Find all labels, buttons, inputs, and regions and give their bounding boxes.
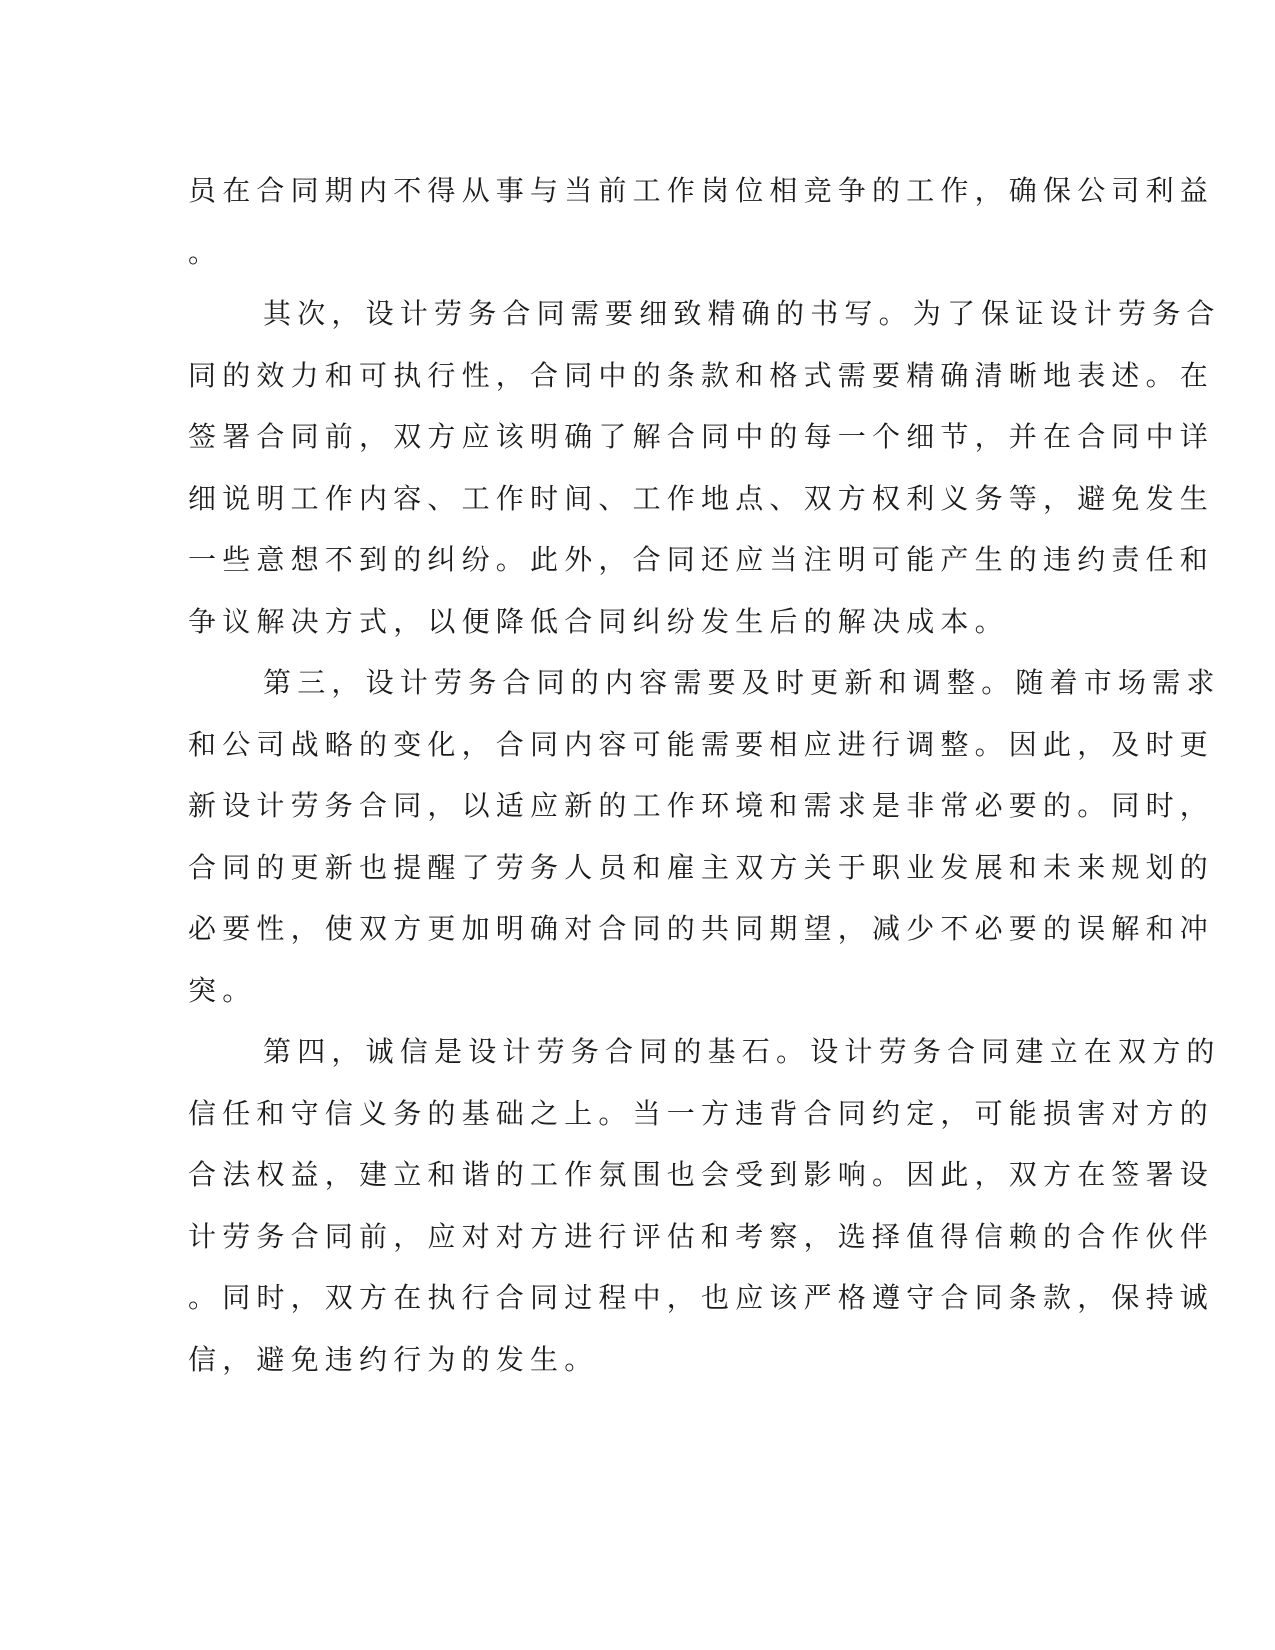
text-line: 必要性，使双方更加明确对合同的共同期望，减少不必要的误解和冲: [188, 912, 1215, 945]
paragraph-first-line: 其次，设计劳务合同需要细致精确的书写。为了保证设计劳务合: [263, 297, 1221, 330]
text-line: 合法权益，建立和谐的工作氛围也会受到影响。因此，双方在签署设: [188, 1158, 1215, 1191]
text-line: 员在合同期内不得从事与当前工作岗位相竞争的工作，确保公司利益: [188, 174, 1215, 207]
text-line: 信，避免违约行为的发生。: [188, 1342, 599, 1376]
text-line: 同的效力和可执行性，合同中的条款和格式需要精确清晰地表述。在: [188, 358, 1215, 392]
text-line: 一些意想不到的纠纷。此外，合同还应当注明可能产生的违约责任和: [188, 543, 1215, 576]
text-line: 签署合同前，双方应该明确了解合同中的每一个细节，并在合同中详: [188, 420, 1215, 453]
paragraph-first-line: 第四，诚信是设计劳务合同的基石。设计劳务合同建立在双方的: [263, 1035, 1221, 1068]
paragraph-first-line: 第三，设计劳务合同的内容需要及时更新和调整。随着市场需求: [263, 666, 1221, 699]
text-line: 细说明工作内容、工作时间、工作地点、双方权利义务等，避免发生: [188, 481, 1215, 515]
body-text: [188, 160, 1221, 1390]
text-line: 计劳务合同前，应对对方进行评估和考察，选择值得信赖的合作伙伴: [188, 1219, 1215, 1253]
text-line: 和公司战略的变化，合同内容可能需要相应进行调整。因此，及时更: [188, 727, 1215, 761]
text-line: 。同时，双方在执行合同过程中，也应该严格遵守合同条款，保持诚: [188, 1281, 1215, 1314]
text-line: 突。: [188, 973, 257, 1007]
text-line: 合同的更新也提醒了劳务人员和雇主双方关于职业发展和未来规划的: [188, 850, 1215, 884]
text-line: 。: [188, 235, 223, 269]
text-line: 信任和守信义务的基础之上。当一方违背合同约定，可能损害对方的: [188, 1096, 1215, 1130]
text-line: 争议解决方式，以便降低合同纠纷发生后的解决成本。: [188, 604, 1009, 638]
text-line: 新设计劳务合同，以适应新的工作环境和需求是非常必要的。同时，: [188, 789, 1215, 822]
